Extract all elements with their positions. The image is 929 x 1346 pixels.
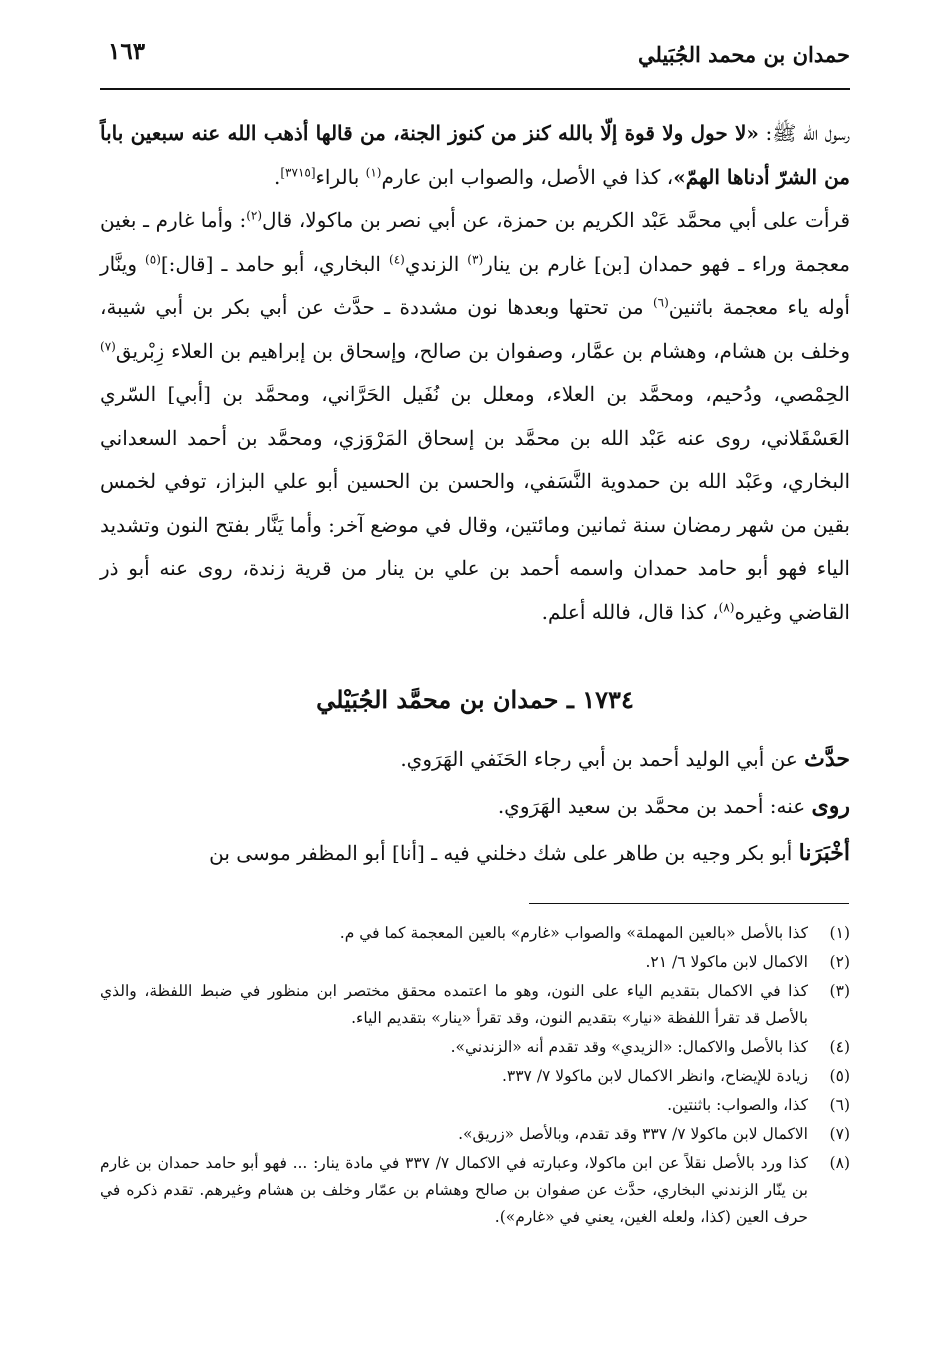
paragraph-text: بالراء [315, 164, 366, 189]
footnote-ref-7: (٧) [100, 338, 116, 353]
entry-line-haddath [100, 736, 850, 783]
footnote-number: (٣) [829, 982, 850, 1000]
paragraph-hadith [100, 112, 850, 199]
keyword-akhbarana: أخْبَرَنا [798, 840, 850, 866]
entry-line-rawa [100, 783, 850, 830]
footnote [100, 1150, 850, 1231]
source-reference: [٣٧١٥] [280, 164, 316, 179]
footnote [100, 949, 850, 976]
footnote-number: (٥) [829, 1067, 850, 1085]
keyword-rawa: روى [811, 793, 850, 819]
page-number: ١٦٣ [108, 38, 146, 65]
entry-text: عنه: أحمد بن محمَّد بن سعيد الهَرَوي. [497, 794, 812, 818]
entry-heading: ١٧٣٤ ـ حمدان بن محمَّد الجُبَيْلي [316, 685, 634, 714]
footnote-number: (٨) [829, 1154, 850, 1172]
footnote [100, 1034, 850, 1061]
footnote [100, 920, 850, 947]
page-header [100, 34, 850, 90]
footnote-number: (١) [829, 924, 850, 942]
footnote-ref-5: (٥) [145, 251, 161, 266]
paragraph-biography [100, 199, 850, 634]
entry-text: أبو بكر وجيه بن طاهر على شك دخلني فيه ـ [أنا] أبو المظفر موسى بن [209, 841, 799, 865]
footnote-number: (٢) [829, 953, 850, 971]
footnote-text: زيادة للإيضاح، وانظر الاكمال لابن ماكولا ٧/ ٣٣٧. [501, 1067, 808, 1085]
paragraph-text: ، كذا في الأصل، والصواب ابن عارم [381, 164, 674, 189]
footnote-text: كذا بالأصل والاكمال: «الزيدي» وقد تقدم أنه «الزندني». [450, 1038, 808, 1056]
main-text [100, 112, 850, 634]
paragraph-text: قرأت على أبي محمَّد عَبْد الكريم بن حمزة، عن أبي نصر بن ماكولا، قال [262, 208, 851, 232]
footnote-ref-4: (٤) [389, 251, 405, 266]
entry-body [100, 736, 850, 877]
footnote [100, 1092, 850, 1119]
footnote-number: (٤) [829, 1038, 850, 1056]
entry-text: عن أبي الوليد أحمد بن أبي رجاء الحَنَفي الهَرَوي. [400, 747, 805, 771]
footnote-ref-1: (١) [365, 164, 382, 179]
hadith-quote: «لا حول ولا قوة إلّا بالله كنز من كنوز الجنة، من قالها أذهب الله عنه سبعين باباً من الشرّ أدناها الهمّ» [100, 121, 850, 189]
paragraph-text: وينَّار أوله ياء معجمة باثنين [100, 251, 850, 319]
footnote-number: (٧) [829, 1125, 850, 1143]
footnote-number: (٦) [829, 1096, 850, 1114]
footnotes [100, 920, 850, 1233]
paragraph-text: ، كذا قال، فالله أعلم. [541, 599, 719, 624]
paragraph-text: من تحتها وبعدها نون مشددة ـ حدَّث عن أبي بكر بن أبي شيبة، وخلف بن هشام، وهشام بن عمَّار، وصفوان بن صالح، وإسحاق بن إبراهيم بن العلاء زِبْريق [100, 295, 850, 363]
footnote [100, 978, 850, 1032]
paragraph-text: البخاري، أبو حامد ـ [قال:] [160, 251, 390, 276]
footnote-ref-8: (٨) [718, 599, 735, 614]
keyword-haddath: حدَّث [804, 746, 850, 772]
footnote-text: كذا في الاكمال بتقديم الياء على النون، وهو ما اعتمده محقق مختصر ابن منظور في ضبط اللفظة، والذي بالأصل قد تقرأ اللفظة «نيار» بتقديم النون، وقد تقرأ «ينار» بتقديم الياء. [100, 982, 808, 1027]
paragraph-intro: رسول الله ﷺ: [758, 121, 850, 145]
footnote-ref-3: (٣) [467, 251, 484, 266]
footnote-ref-2: (٢) [246, 208, 263, 223]
footnote-text: كذا ورد بالأصل نقلاً عن ابن ماكولا، وعبارته في الاكمال ٧/ ٣٣٧ في مادة ينار: ... فهو أبو حامد حمدان بن غارم بن ينّار الزندني البخاري، حدَّث عن صفوان بن صالح وهشام بن عمّار وخلف بن هشام وغيرهم. تقدم ذكره في حرف العين (كذا، ولعله الغين، يعني في «غارم»). [100, 1154, 808, 1226]
running-title: حمدان بن محمد الجُبَيلي [637, 42, 850, 67]
paragraph-text: الحِمْصي، ودُحيم، ومحمَّد بن العلاء، ومعلل بن نُفَيل الحَرَّاني، ومحمَّد بن [أبي] السّري العَسْقَلاني، روى عنه عَبْد الله بن محمَّد بن إسحاق المَرْوَزي، ومحمَّد بن أحمد السعداني البخاري، وعَبْد الله بن حمدوية النَّسَفي، والحسن بن الحسين أبو علي البزاز، توفي لخمس بقين من شهر رمضان سنة ثمانين ومائتين، وقال في موضع آخر: وأما يَنَّار بفتح النون وتشديد الياء فهو أبو حامد حمدان واسمه أحمد بن علي بن ينار من قرية زندة، روى عنه أبو ذر القاضي وغيره [100, 382, 851, 624]
paragraph-text: الزندي [404, 251, 468, 276]
entry-line-akhbarana [100, 830, 850, 877]
footnote-text: كذا، والصواب: باثنتين. [667, 1096, 808, 1114]
footnote [100, 1121, 850, 1148]
paragraph-text: . [274, 164, 281, 189]
footnote [100, 1063, 850, 1090]
paragraph-text: : وأما غارم ـ بغين معجمة وراء ـ فهو حمدان [بن] غارم بن ينار [100, 208, 851, 276]
footnote-ref-6: (٦) [652, 295, 669, 310]
footnote-text: الاكمال لابن ماكولا ٦/ ٢١. [645, 953, 808, 971]
footnote-separator [529, 903, 849, 904]
footnote-text: كذا بالأصل «بالعين المهملة» والصواب «غارم» بالعين المعجمة كما في م. [339, 924, 808, 942]
footnote-text: الاكمال لابن ماكولا ٧/ ٣٣٧ وقد تقدم، وبالأصل «زريق». [458, 1125, 808, 1143]
